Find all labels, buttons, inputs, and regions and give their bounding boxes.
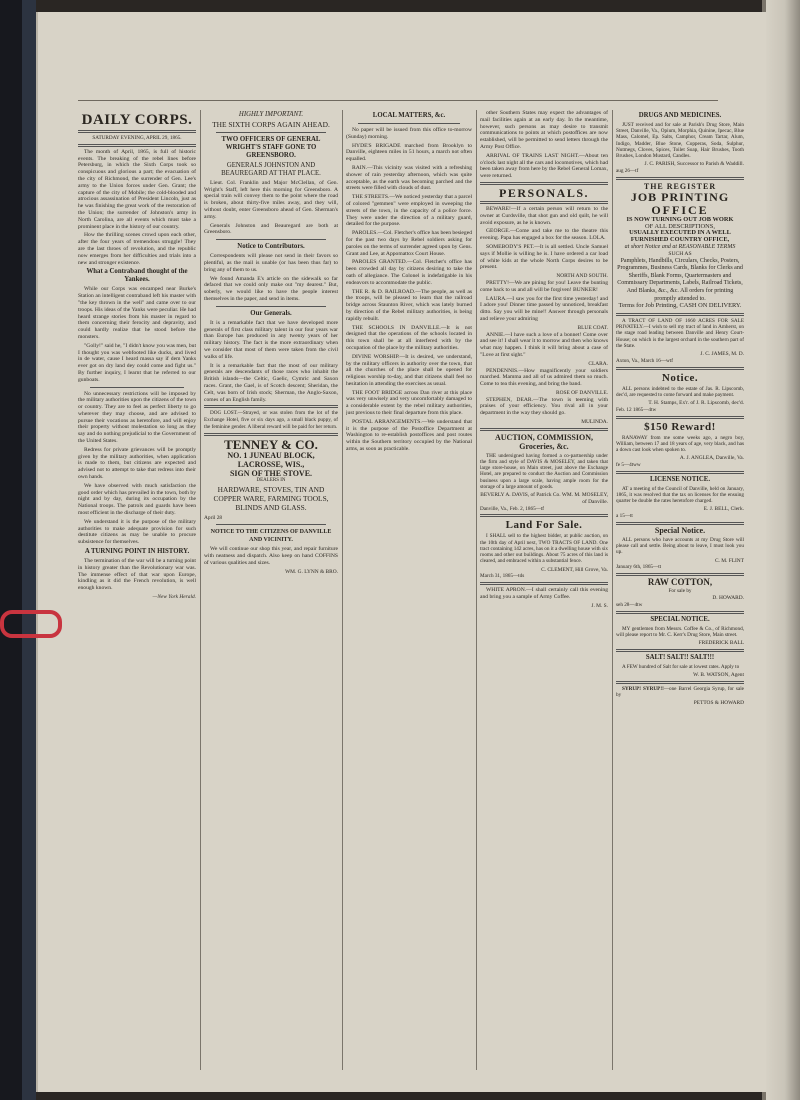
divider — [616, 471, 744, 474]
personal-beware: BEWARE!—If a certain person will return to the owner at Curdsville, that shot gun and old quilt, he will avoid exposure, as he is known. — [480, 205, 608, 226]
personal-signature: BLUE COAT. — [577, 324, 608, 331]
column-rule — [612, 110, 613, 1070]
tract-sale-date: Axton, Va., March 16—wtf — [616, 357, 673, 364]
column-5 — [616, 110, 744, 707]
tenney-dealers: DEALERS IN — [256, 477, 286, 483]
newspaper-page — [36, 12, 766, 1092]
salt-text: A FEW hundred of Salt for sale at lowest rates. Apply to — [622, 663, 740, 670]
register-descriptions: OF ALL DESCRIPTIONS, — [645, 222, 715, 230]
register-terms: at short Notice and at REASONABLE TERMS — [624, 244, 736, 250]
our-generals-heading: Our Generals. — [250, 309, 292, 317]
schools-item: THE SCHOOLS IN DANVILLE.—It is not designed that the operations of the schools located in this town shall be at all interfered with by the occupation of the place by the military authorities. — [346, 324, 472, 351]
personal-annie: ANNIE.—I have such a love of a bonnet! Come over and see it! I shall wear it to morrow and then who knows what may happen. I think it will bring about a case of "Love at first sight." — [480, 331, 608, 358]
drugs-date: aug 26—tf — [616, 168, 639, 175]
register-cash: Terms for Job Printing, CASH ON DELIVERY. — [618, 302, 742, 310]
special-notice-2-heading: SPECIAL NOTICE. — [650, 615, 710, 623]
white-apron-signature: J. M. S. — [591, 602, 608, 609]
land-sale-date: March 31, 1865—tds — [480, 573, 525, 580]
divider — [616, 573, 744, 576]
greensboro-paragraph: Generals Johnston and Beauregard are both at Greensboro. — [204, 222, 338, 236]
divider — [216, 524, 326, 525]
special-notice-heading: Special Notice. — [654, 525, 706, 535]
personal-laura: LAURA.—I saw you for the first time yesterday! and I adore you! Dinner time passed by unnoticed, breakfast ditto. Say you will be mine!! Answer through personals and relieve your admiring — [480, 295, 608, 322]
column-3 — [346, 110, 472, 455]
lynn-notice-heading: NOTICE TO THE CITIZENS OF DANVILLE AND VICINITY. — [210, 529, 332, 544]
top-rule — [78, 100, 718, 101]
divider — [216, 306, 326, 307]
syrup-body: —one Barrel Georgia Syrup, for sale by — [616, 685, 744, 698]
railroad-item: THE R. & D. RAILROAD.—The people, as well as the troops, will be pleased to learn that the railroad bridge across Staunton River, which was lately burned by direction of the Rebel military authorities, is being rapidly rebuilt. — [346, 288, 472, 322]
column-4 — [480, 110, 608, 609]
restrictions-paragraph: No unnecessary restrictions will be imposed by the military authorities upon the citizens of the town or country. They are to feel as perfect liberty to go wherever they may choose, and are advised to pursue their vocations as heretofore, and will enjoy their property without molestation so long as they say and do nothing prejudicial to the Government of the United States. — [78, 390, 196, 445]
personal-signature: MULINDA. — [581, 419, 608, 426]
salt-heading: SALT! SALT!! SALT!!! — [645, 653, 715, 661]
drugs-signature: J. C. PARISH, Successor to Parish & Waddill. — [644, 161, 744, 168]
register-products: Pamphlets, Handbills, Circulars, Checks, Posters, Programmes, Business Cards, Blanks for Clerks and Sheriffs, Blank Forms, Quartermasters and Commissary Departments, Labels, Railroad Tickets, And Blanks, &c., &c. All orders for printing promptly attended to. — [617, 257, 743, 302]
generals-heading: GENERALS JOHNSTON AND BEAUREGARD AT THAT PLACE. — [221, 161, 321, 177]
divider — [480, 582, 608, 585]
reward-text: RANAWAY from me some weeks ago, a negro boy, William, between 17 and 18 years of age, very black, and has a down cast look when spoken to. — [616, 434, 744, 453]
raw-cotton-heading: RAW COTTON, — [647, 577, 713, 588]
divider — [204, 433, 338, 436]
lead-paragraph: The month of April, 1865, is full of historic events. The breaking of the rebel lines before Petersburg, in which the Sixth Corps took so conspicuous and glorious a part; the evacuation of the city of Richmond, the surrender of Gen. Lee's army to the Union forces under Gen. Grant; the capture of the city of Mobile; the cold-blooded and atrocious assassination of President Lincoln, just as he was finishing the great work of the restoration of the Union; the surrender of Johnston's army in North Carolina, are all events which must take a prominent place in the history of our country. — [78, 148, 196, 230]
postal-item: POSTAL ARRANGEMENTS.—We understand that it is the purpose of the Postoffice Department at Washington to re-establish postoffices and post routes within the Southern territory occupied by the National arms, as soon as practicable. — [346, 418, 472, 453]
personal-george: GEORGE.—Come and take me to the theatre this evening. Papa has engaged a box for the season. LOLA. — [480, 228, 608, 242]
sixth-corps-heading: THE SIXTH CORPS AGAIN AHEAD. — [212, 119, 330, 129]
register-furnished: USUALLY EXECUTED IN A WELL FURNISHED COUNTRY OFFICE, — [629, 229, 731, 244]
tenney-address-1: NO. 1 JUNEAU BLOCK, — [227, 450, 315, 460]
notice-date: Feb. 12 1865—4tw — [616, 406, 657, 413]
contributors-paragraph-2: We found Amanda E's article on the sidewalk so far defaced that we could only make out "my dearest." But, soberly, we would like to have the people interest themselves in the paper, and send in items. — [204, 275, 338, 302]
license-heading: LICENSE NOTICE. — [649, 475, 711, 483]
tenney-address-2: LACROSSE, WIS., — [237, 459, 305, 469]
divider — [480, 182, 608, 185]
masthead-dateline: SATURDAY EVENING, APRIL 29, 1865. — [92, 135, 182, 141]
divider — [216, 132, 326, 133]
turning-point-paragraph: The termination of the war will be a turning point in history greater than the Revolutionary war was. The immense effect of that war upon Europe, kindling as it did the French revolution, is well enough known. — [78, 558, 196, 592]
masthead-rule — [78, 130, 196, 133]
divider — [616, 681, 744, 684]
hydes-brigade-item: HYDE'S BRIGADE marched from Brooklyn to Danville, eighteen miles in 51 hours, a march not often equalled. — [346, 142, 472, 163]
local-matters-heading: LOCAL MATTERS, &c. — [372, 112, 446, 119]
rain-item: RAIN.—This vicinity was visited with a refreshing shower of rain yesterday afternoon, which was quite acceptable, as the earth was becoming parched and the streets were filled with clouds of dust. — [346, 164, 472, 192]
column-rule — [476, 110, 477, 1070]
drugs-text: JUST received and for sale at Parish's Drug Store, Main Street, Danville, Va., Opium, Morphia, Quinine, Ipecac, Blue Mass, Calomel, Ep. Salts, Camphor, Cream Tartar, Alum, Indigo, Madder, Blue Stone, Copperas, Soda, Sulphur, Nutmegs, Cloves, Spices, Toilet Soap, Hair Brushes, Tooth Brushes, London Mustard, Candles. — [616, 122, 744, 160]
notice-text: ALL persons indebted to the estate of Jas. R. Lipscomb, dec'd, are requested to come forward and make payment. — [616, 385, 744, 398]
lynn-notice: We will continue our shop this year, and repair furniture with neatness and dispatch. Also keep on hand COFFINS of various qualities and sizes. — [204, 546, 338, 566]
personal-stephen: STEPHEN, DEAR.—The town is teeming with praises of your efficiency. You rival all in your department in the way they should go. — [480, 396, 608, 417]
notice-heading: Notice. — [661, 371, 699, 384]
personals-heading: PERSONALS. — [498, 185, 590, 200]
foot-bridge-item: THE FOOT BRIDGE across Dan river at this place was very unwisely and very uncomfortably damaged to a considerable extent by the rebel military authorities, just previous to their final departure from this place. — [346, 389, 472, 417]
divider — [480, 514, 608, 517]
register-ad — [616, 182, 744, 310]
binding-cloth — [22, 0, 36, 1100]
divider — [90, 387, 184, 388]
auction-text: THE undersigned having formed a co-partnership under the firm and style of DAVIS & MOSELEY, and taken that large store-house, on Main street, just above the Exchange Hotel, are prepared to conduct the Auction and Commission business upon a large scale, having ample room for the storage of a large amount of goods. — [480, 452, 608, 490]
lead-paragraph-2: How the thrilling scenes crowd upon each other, after the four years of tremendous struggle! They are the last throes of revolution, and the republic now emerges from her difficulties and trials into a new and stronger existence. — [78, 232, 196, 266]
divider — [616, 177, 744, 180]
kicker: HIGHLY IMPORTANT. — [238, 111, 304, 118]
column-rule — [200, 110, 201, 1070]
postal-continued: other Southern States may expect the advantages of mail facilities again at an early day. In the meantime, however, such persons as may desire to transmit communications to points at which postoffices are now established, will be permitted to send letters through the Army Post Office. — [480, 110, 608, 150]
redress-paragraph: Redress for private grievances will be promptly given by the military authorities, when application is made to them, but citizens are expected and advised not to attempt to take that redress into their own hands. — [78, 446, 196, 481]
tenney-date: April 28 — [204, 514, 223, 521]
raw-cotton-signature: D. HOWARD. — [712, 594, 744, 601]
contraband-paragraph-2: "Golly!" said he, "I didn't know you was men, but I thought you was webfooted like ducks, and lived in de water, cause I heard massa say if dem Yanks ever got on dry land dey could come and fight us." By further inquiry, I learnt that he referred to our gunboats. — [78, 342, 196, 383]
column-1 — [78, 110, 196, 601]
masthead-title: DAILY CORPS. — [81, 112, 193, 128]
land-sale-text: I SHALL sell to the highest bidder, at public auction, on the 10th day of April next, TWO TRACTS OF LAND. One tract containing 142 acres, has on it a dwelling house with six rooms and other out buildings. About 75 acres of this land is cleared, and embraced within a substantial fence. — [480, 533, 608, 565]
contributors-paragraph: Correspondents will please not send in their favors so plentiful, as the mail is unable (or has been thus far) to bring any of them to us. — [204, 253, 338, 273]
personal-pretty: PRETTY!—We are pining for you! Leave the bunting come back to us and all will be forgiven! BUNKER! — [480, 279, 608, 293]
special-notice-text: ALL persons who have accounts at my Drug Store will please call and settle. Being about to leave, I must look you up. — [616, 536, 744, 556]
provision-paragraph: We understand it is the purpose of the military authorities to make adequate provision for such destitute citizens as may be unable to procure subsistence for themselves. — [78, 518, 196, 546]
divider — [616, 313, 744, 316]
raw-cotton-date: seh 28—4tw — [616, 601, 643, 608]
order-paragraph: We have observed with much satisfaction the good order which has prevailed in the town, both by night and by day, during its occupation by the National troops. The patrols and guards have been most efficient in the discharge of their duty. — [78, 482, 196, 517]
syrup-signature: PETTOS & HOWARD — [693, 700, 744, 707]
paroles-granted-item: PAROLES GRANTED.—Col. Fletcher's office has been crowded all day by citizens desiring to take the oath of allegiance. The Colonel is indefatigable in his endeavors to accommodate the public. — [346, 259, 472, 286]
license-signature: E. J. BELL, Clerk. — [703, 506, 744, 513]
special-notice-2-signature: FREDERICK BALL — [698, 639, 744, 646]
divider — [616, 522, 744, 525]
reward-date: fe 5—4tww — [616, 461, 641, 468]
register-such-as: SUCH AS — [668, 250, 692, 257]
trains-item: ARRIVAL OF TRAINS LAST NIGHT.—About ten o'clock last night all the cars and locomotives, which had been taken away from here by the Rebel General Lomax, were returned. — [480, 152, 608, 180]
salt-signature: W. B. WATSON, Agent — [693, 671, 744, 678]
contributors-heading: Notice to Contributors. — [237, 243, 305, 251]
lynn-signature: WM. G. LYNN & BRO. — [285, 568, 338, 575]
divider — [480, 428, 608, 431]
register-job-printing: JOB PRINTING — [630, 189, 730, 204]
generals-paragraph: It is a remarkable fact that we have developed more generals of first class military talent in our four years war than Europe has produced in any twenty years of her military history. The fact is the more extraordinary when we consider that most of them were taken from the civil walks of life. — [204, 319, 338, 360]
drugs-heading: DRUGS AND MEDICINES. — [638, 112, 722, 119]
divine-worship-item: DIVINE WORSHIP.—It is desired, we understand, by the military officers in authority over the town, that all the churches of the place shall be opened for religious worship to-day, and that citizens shall feel no hesitation in attending the exercises as usual. — [346, 353, 472, 387]
tenney-ad — [204, 438, 338, 512]
personal-signature: NORTH AND SOUTH. — [556, 273, 608, 280]
personal-signature: ROSE OF DANVILLE. — [556, 389, 608, 396]
contraband-heading: What a Contraband thought of the Yankees. — [86, 268, 188, 284]
auction-heading: AUCTION, COMMISSION, Groceries, &c. — [494, 432, 593, 451]
tenney-firm: TENNEY & CO. — [224, 436, 318, 452]
paroles-item: PAROLES.—Col. Fletcher's office has been besieged for the past two days by Rebel soldiers asking for paroles on the terms of surrender agreed upon by Gens. Grant and Lee, at Appomattox Court House. — [346, 230, 472, 257]
syrup-heading: SYRUP! SYRUP!! — [622, 685, 664, 692]
column-rule — [342, 110, 343, 1070]
tenney-goods: HARDWARE, STOVES, TIN AND COPPER WARE, FARMING TOOLS, BLINDS AND GLASS. — [213, 484, 329, 512]
dateline-rule — [78, 144, 196, 147]
reward-heading: $150 Reward! — [644, 420, 716, 433]
divider — [616, 611, 744, 614]
personal-pendennis: PENDENNIS.—How magnificently your soldiers marched. Mamma and all of us admired them so much. Come to tea this evening, and bring the band. — [480, 367, 608, 388]
column-2 — [204, 110, 338, 575]
paper-clip — [0, 610, 62, 638]
tract-sale-text: A TRACT OF LAND OF 1660 ACRES FOR SALE PRIVATELY.—I wish to sell my tract of land in Amherst, on the stage road leading between Danville and Henry Court-House; on which is the largest orchard in the southern part of the State. — [616, 317, 744, 349]
personal-signature: CLARA. — [588, 360, 608, 367]
register-office: OFFICE — [651, 202, 709, 217]
divider — [216, 239, 326, 240]
divider — [480, 201, 608, 204]
reward-signature: A. J. ANGLEA, Danville, Va. — [679, 455, 744, 462]
contraband-paragraph: While our Corps was encamped near Burke's Station an intelligent contraband left his master with "the key thrown in the well" and came over to our troops. His ideas of the Yanks were peculiar. He had heard strange stories from his master in regard to them concerning their ferocity and depravity, and could hardly realize that he stood before the monsters. — [78, 286, 196, 340]
personal-somebodys-pet: SOMEBODY'S PET.—It is all settled. Uncle Samuel says if Mollie is willing he is. I have ordered a car load of white kids at the whole North Corps desires to be present. — [480, 243, 608, 271]
land-sale-signature: C. CLEMENT, Hill Grove, Va. — [541, 566, 608, 573]
no-paper-notice: No paper will be issued from this office to-morrow (Sunday) morning. — [346, 127, 472, 140]
divider — [616, 367, 744, 370]
special-notice-signature: C. M. FLINT — [714, 557, 744, 564]
officers-paragraph: Lieut. Col. Franklin and Major McClellan, of Gen. Wright's Staff, left here this morning for Greensboro. A special train will convey them to the point where the road is broken, about thirty-five miles away, and they will, without doubt, enter Greensboro ahead of Gen. Sherman's army. — [204, 179, 338, 220]
generals-paragraph-2: It is a remarkable fact that the most of our military generals are descendants of those races who inhabit the British islands—the Celtic, Gaelic, Cymric and Saxon races. Grant, the Gael, is of Scotch descent; Sheridan, the Celt, was born of Irish stock; Sherman, the Anglo-Saxon, comes of an English family. — [204, 362, 338, 403]
syrup-text — [616, 686, 744, 698]
streets-item: THE STREETS.—We noticed yesterday that a parcel of colored "gemmen" were employed in sweeping the streets of the town, in the capacity of a police force. They were under the direction of a military guard, detailed for the purpose. — [346, 194, 472, 228]
special-notice-date: January 6th, 1865—tt — [616, 564, 662, 571]
land-sale-heading: Land For Sale. — [505, 519, 583, 532]
special-notice-2-text: MY gentlemen from Messrs. Coffee & Co., of Richmond, will please report to Mr. C. Kerr's Drug Store, Main street. — [616, 625, 744, 638]
divider — [204, 405, 338, 408]
officers-heading: TWO OFFICERS OF GENERAL WRIGHT'S STAFF GONE TO GREENSBORO. — [221, 135, 321, 159]
tenney-sign: SIGN OF THE STOVE. — [229, 468, 313, 478]
turning-point-heading: A TURNING POINT IN HISTORY. — [84, 548, 190, 556]
register-turning-out: IS NOW TURNING OUT JOB WORK — [626, 215, 734, 223]
divider — [616, 416, 744, 419]
tract-sale-signature: J. C. JAMES, M. D. — [700, 350, 744, 357]
auction-signature: BEVERLY A. DAVIS, of Patrick Co. WM. M. MOSELEY, of Danville. — [480, 492, 608, 505]
license-date: a 15—tt — [616, 513, 633, 520]
auction-date: Danville, Va., Feb. 2, 1865—tf — [480, 505, 545, 512]
book-board — [762, 0, 800, 1100]
license-text: AT a meeting of the Council of Danville, held on January, 1865, it was resolved that the tax on licenses for the ensuing quarter be double the rates heretofore charged. — [616, 485, 744, 505]
raw-cotton-text: For sale by — [668, 588, 692, 595]
herald-credit: —New York Herald. — [152, 594, 196, 601]
white-apron-item: WHITE APRON.—I shall certainly call this evening and bring you a sample of Army Coffee. — [480, 587, 608, 600]
notice-signature: T. H. Stamps, Ex'r. of J. R. Lipscomb, dec'd. — [648, 399, 744, 406]
dog-lost-notice: DOG LOST.—Strayed, or was stolen from the lot of the Exchange Hotel, five or six days ago, a small black puppy, of the feminine gender. A liberal reward will be paid for her return. — [204, 410, 338, 430]
divider — [616, 649, 744, 652]
register-title: THE REGISTER — [643, 181, 717, 191]
divider — [358, 123, 460, 124]
